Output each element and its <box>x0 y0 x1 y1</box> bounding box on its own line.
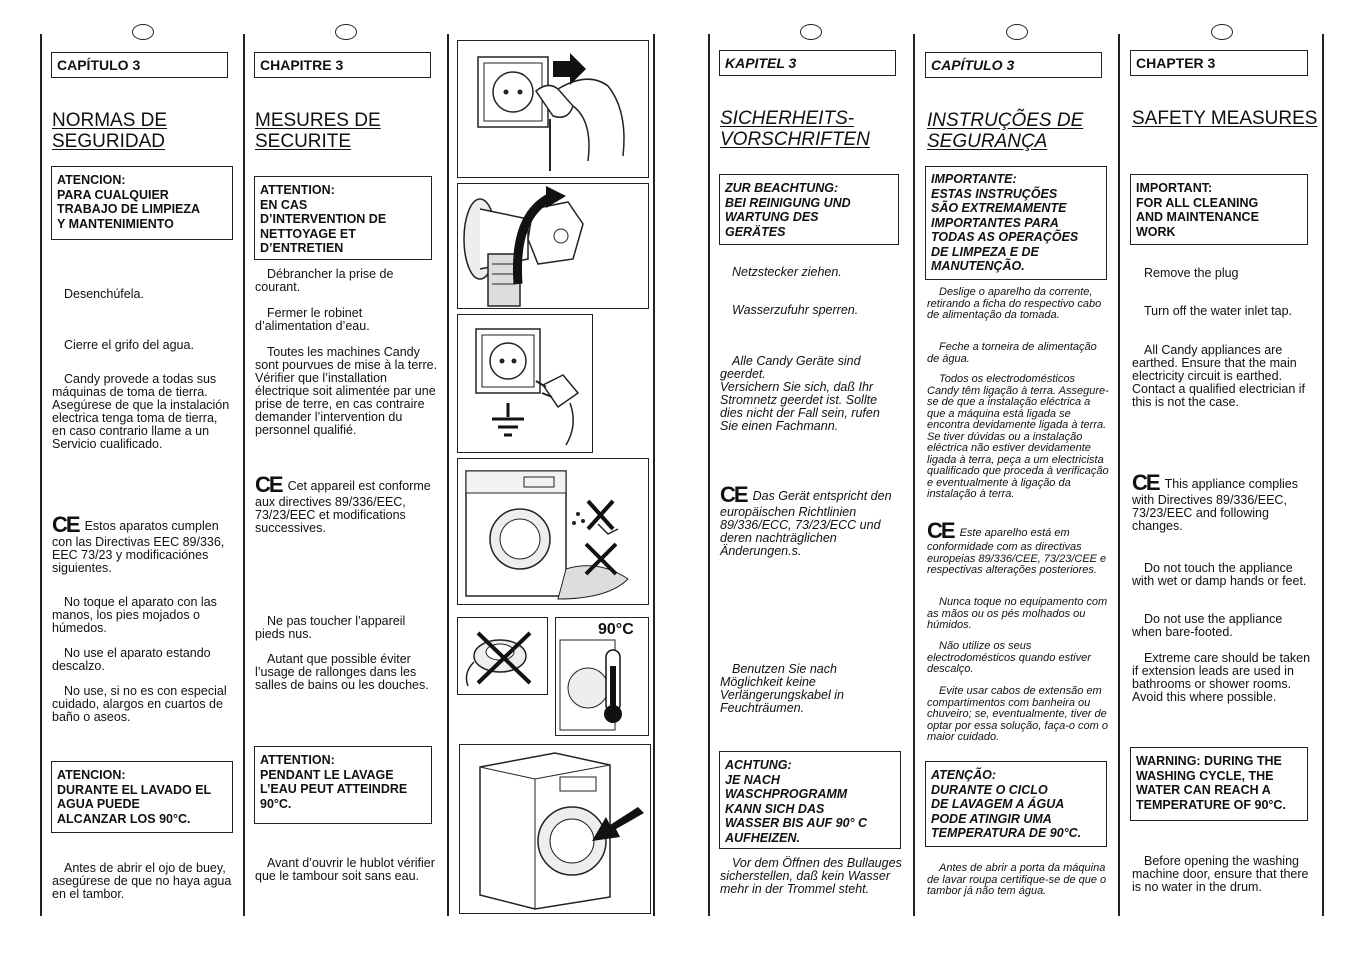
chapter-heading: CHAPITRE 3 <box>254 52 431 78</box>
column-rule <box>243 34 245 916</box>
water-tap-icon <box>458 184 648 308</box>
ce-mark-icon: CE <box>1132 470 1159 495</box>
water-tap-instruction: Cierre el grifo del agua. <box>64 338 194 352</box>
section-title: SICHERHEITS- VORSCHRIFTEN <box>720 108 870 150</box>
washing-machine-door-icon <box>460 745 650 913</box>
barefoot-warning: No use el aparato estando descalzo. <box>52 646 211 673</box>
extension-lead-warning: Extreme care should be taken if extension leads are used in bathrooms or shower rooms. Avoid this where possible. <box>1132 651 1311 704</box>
earthed-socket-illustration <box>457 314 593 453</box>
extension-lead-warning: Benutzen Sie nach Möglichkeit keine Verlängerungskabel in Feuchträumen. <box>720 662 844 715</box>
column-rule <box>1322 34 1324 916</box>
water-tap-illustration <box>457 183 649 309</box>
cleaning-warning-box: IMPORTANTE: ESTAS INSTRUÇÕES SÃO EXTREMAMENTE IMPORTANTES PARA TODAS AS OPERAÇÕES DE LIMPEZA E DE MANUTENÇÃO. <box>925 166 1107 280</box>
cleaning-warning-box: ATENCION: PARA CUALQUIER TRABAJO DE LIMPIEZA Y MANTENIMIENTO <box>51 166 233 240</box>
chapter-heading: CHAPTER 3 <box>1130 50 1308 76</box>
door-opening-instruction: Antes de abrir a porta da máquina de lavar roupa certifique-se de que o tambor já não tem água. <box>927 862 1107 897</box>
ce-mark-icon: CE <box>927 518 954 543</box>
door-opening-instruction: Antes de abrir el ojo de buey, asegúrese de que no haya agua en el tambor. <box>52 861 232 901</box>
section-title: MESURES DE SECURITE <box>255 110 381 152</box>
column-rule <box>653 34 655 916</box>
language-marker-icon <box>335 24 357 40</box>
extension-lead-illustration <box>457 617 548 695</box>
extension-lead-warning: No use, si no es con especial cuidado, alargos en cuartos de baño o aseos. <box>52 684 227 724</box>
water-tap-instruction: Feche a torneira de alimentação de água. <box>927 341 1097 365</box>
barefoot-warning-illustration <box>457 458 649 605</box>
column-rule <box>708 34 710 916</box>
ce-compliance-text: CE Este aparelho está em conformidade com as directivas europeias 89/336/CEE, 73/23/CEE e respectivas alterações posteriores. <box>927 518 1107 576</box>
earthing-text: Todos os electrodomésticos Candy têm ligação à terra. Assegure-se de que a instalação eléctrica a que a máquina está ligada se encontra devidamente ligada à terra. Se tiver dúvidas ou a instalação eléctrica não estiver devidamente ligada à terra, peça a um electricista qualificado que proceda à verificação e eventualmente à ligação da instalação à terra. <box>927 373 1109 500</box>
temperature-warning-box: ACHTUNG: JE NACH WASCHPROGRAMM KANN SICH DAS WASSER BIS AUF 90° C AUFHEIZEN. <box>719 751 901 849</box>
earthing-text: Candy provede a todas sus máquinas de toma de tierra. Asegúrese de que la instalación electrica tenga toma de tierra, en caso contrario llame a un Servicio cualificado. <box>52 372 230 451</box>
extension-lead-warning: Autant que possible éviter l’usage de rallonges dans les salles de bains ou les douches. <box>255 652 429 692</box>
unplug-instruction: Desenchúfela. <box>64 287 144 301</box>
water-tap-instruction: Turn off the water inlet tap. <box>1144 304 1292 318</box>
hot-water-illustration <box>555 617 649 736</box>
section-title: NORMAS DE SEGURIDAD <box>52 110 168 152</box>
temperature-label: 90°C <box>598 621 634 638</box>
door-opening-instruction: Vor dem Öffnen des Bullauges sicherstellen, daß kein Wasser mehr in der Trommel steht. <box>720 856 902 896</box>
door-illustration <box>459 744 651 914</box>
unplug-instruction: Remove the plug <box>1144 266 1239 280</box>
cleaning-warning-box: ZUR BEACHTUNG: BEI REINIGUNG UND WARTUNG DES GERÄTES <box>719 174 899 245</box>
earthing-text: Toutes les machines Candy sont pourvues de mise à la terre. Vérifier que l’installation électrique soit alimentée par une prise de terre, en cas contraire demander l’intervention du personnel qualifié. <box>255 345 438 437</box>
unplug-instruction: Netzstecker ziehen. <box>732 265 842 279</box>
chapter-heading: KAPITEL 3 <box>719 50 896 76</box>
chapter-heading: CAPÍTULO 3 <box>51 52 228 78</box>
temperature-warning-box: WARNING: DURING THE WASHING CYCLE, THE WATER CAN REACH A TEMPERATURE OF 90°C. <box>1130 747 1308 821</box>
washing-machine-icon <box>458 459 648 604</box>
column-rule <box>1118 34 1120 916</box>
column-rule <box>40 34 42 916</box>
barefoot-warning: Não utilize os seus electrodomésticos quando estiver descalço. <box>927 640 1091 675</box>
language-marker-icon <box>1211 24 1233 40</box>
extension-lead-warning: Evite usar cabos de extensão em compartimentos com banheira ou chuveiro; se, eventualmente, tiver de optar por essa solução, faça-o com o maior cuidado. <box>927 685 1108 743</box>
unplug-instruction: Deslige o aparelho da corrente, retirando a ficha do respectivo cabo de alimentação da tomada. <box>927 286 1102 321</box>
barefoot-warning: Ne pas toucher l’appareil pieds nus. <box>255 614 406 641</box>
unplug-icon <box>458 41 648 177</box>
wet-hands-warning: No toque el aparato con las manos, los pies mojados o húmedos. <box>52 595 217 635</box>
unplug-instruction: Débrancher la prise de courant. <box>255 267 394 294</box>
ce-mark-icon: CE <box>720 482 747 507</box>
section-title: INSTRUÇÕES DE SEGURANÇA <box>927 110 1084 152</box>
earthing-text: Alle Candy Geräte sind geerdet. Versichern Sie sich, daß Ihr Stromnetz geerdet ist. Sollte dies nicht der Fall sein, rufen Sie einen Fachmann. <box>720 354 880 433</box>
ce-compliance-text: CE Cet appareil est conforme aux directives 89/336/EEC, 73/23/EEC et modifications successives. <box>255 472 431 535</box>
language-marker-icon <box>800 24 822 40</box>
temperature-warning-box: ATTENTION: PENDANT LE LAVAGE L’EAU PEUT ATTEINDRE 90°C. <box>254 746 432 824</box>
ce-compliance-text: CE This appliance complies with Directives 89/336/EEC, 73/23/EEC and following changes. <box>1132 470 1298 533</box>
temperature-warning-box: ATENÇÃO: DURANTE O CICLO DE LAVAGEM A ÁGUA PODE ATINGIR UMA TEMPERATURA DE 90°C. <box>925 761 1107 847</box>
column-rule <box>913 34 915 916</box>
temperature-warning-box: ATENCION: DURANTE EL LAVADO EL AGUA PUEDE ALCANZAR LOS 90°C. <box>51 761 233 833</box>
earth-plug-icon <box>458 315 592 452</box>
column-rule <box>447 34 449 916</box>
cleaning-warning-box: ATTENTION: EN CAS D’INTERVENTION DE NETTOYAGE ET D’ENTRETIEN <box>254 176 432 260</box>
wet-hands-warning: Nunca toque no equipamento com as mãos ou os pés molhados ou húmidos. <box>927 596 1108 631</box>
chapter-heading: CAPÍTULO 3 <box>925 52 1102 78</box>
water-tap-instruction: Fermer le robinet d’alimentation d’eau. <box>255 306 370 333</box>
barefoot-warning: Do not use the appliance when bare-footed. <box>1132 612 1283 639</box>
extension-reel-icon <box>458 618 547 694</box>
language-marker-icon <box>132 24 154 40</box>
ce-mark-icon: CE <box>255 472 282 497</box>
water-tap-instruction: Wasserzufuhr sperren. <box>732 303 859 317</box>
language-marker-icon <box>1006 24 1028 40</box>
unplug-illustration <box>457 40 649 178</box>
door-opening-instruction: Avant d’ouvrir le hublot vérifier que le tambour soit sans eau. <box>255 856 435 883</box>
door-opening-instruction: Before opening the washing machine door, ensure that there is no water in the drum. <box>1132 854 1309 894</box>
ce-compliance-text: CE Das Gerät entspricht den europäischen Richtlinien 89/336/ECC, 73/23/ECC und deren nachträglichen Änderungen.s. <box>720 482 892 558</box>
ce-compliance-text: CE Estos aparatos cumplen con las Directivas EEC 89/336, EEC 73/23 y modificaciónes siguientes. <box>52 512 225 575</box>
wet-hands-warning: Do not touch the appliance with wet or damp hands or feet. <box>1132 561 1307 588</box>
ce-mark-icon: CE <box>52 512 79 537</box>
section-title: SAFETY MEASURES <box>1132 108 1318 129</box>
cleaning-warning-box: IMPORTANT: FOR ALL CLEANING AND MAINTENANCE WORK <box>1130 174 1308 245</box>
earthing-text: All Candy appliances are earthed. Ensure that the main electricity circuit is earthed. Contact a qualified electrician if this is not the case. <box>1132 343 1306 409</box>
